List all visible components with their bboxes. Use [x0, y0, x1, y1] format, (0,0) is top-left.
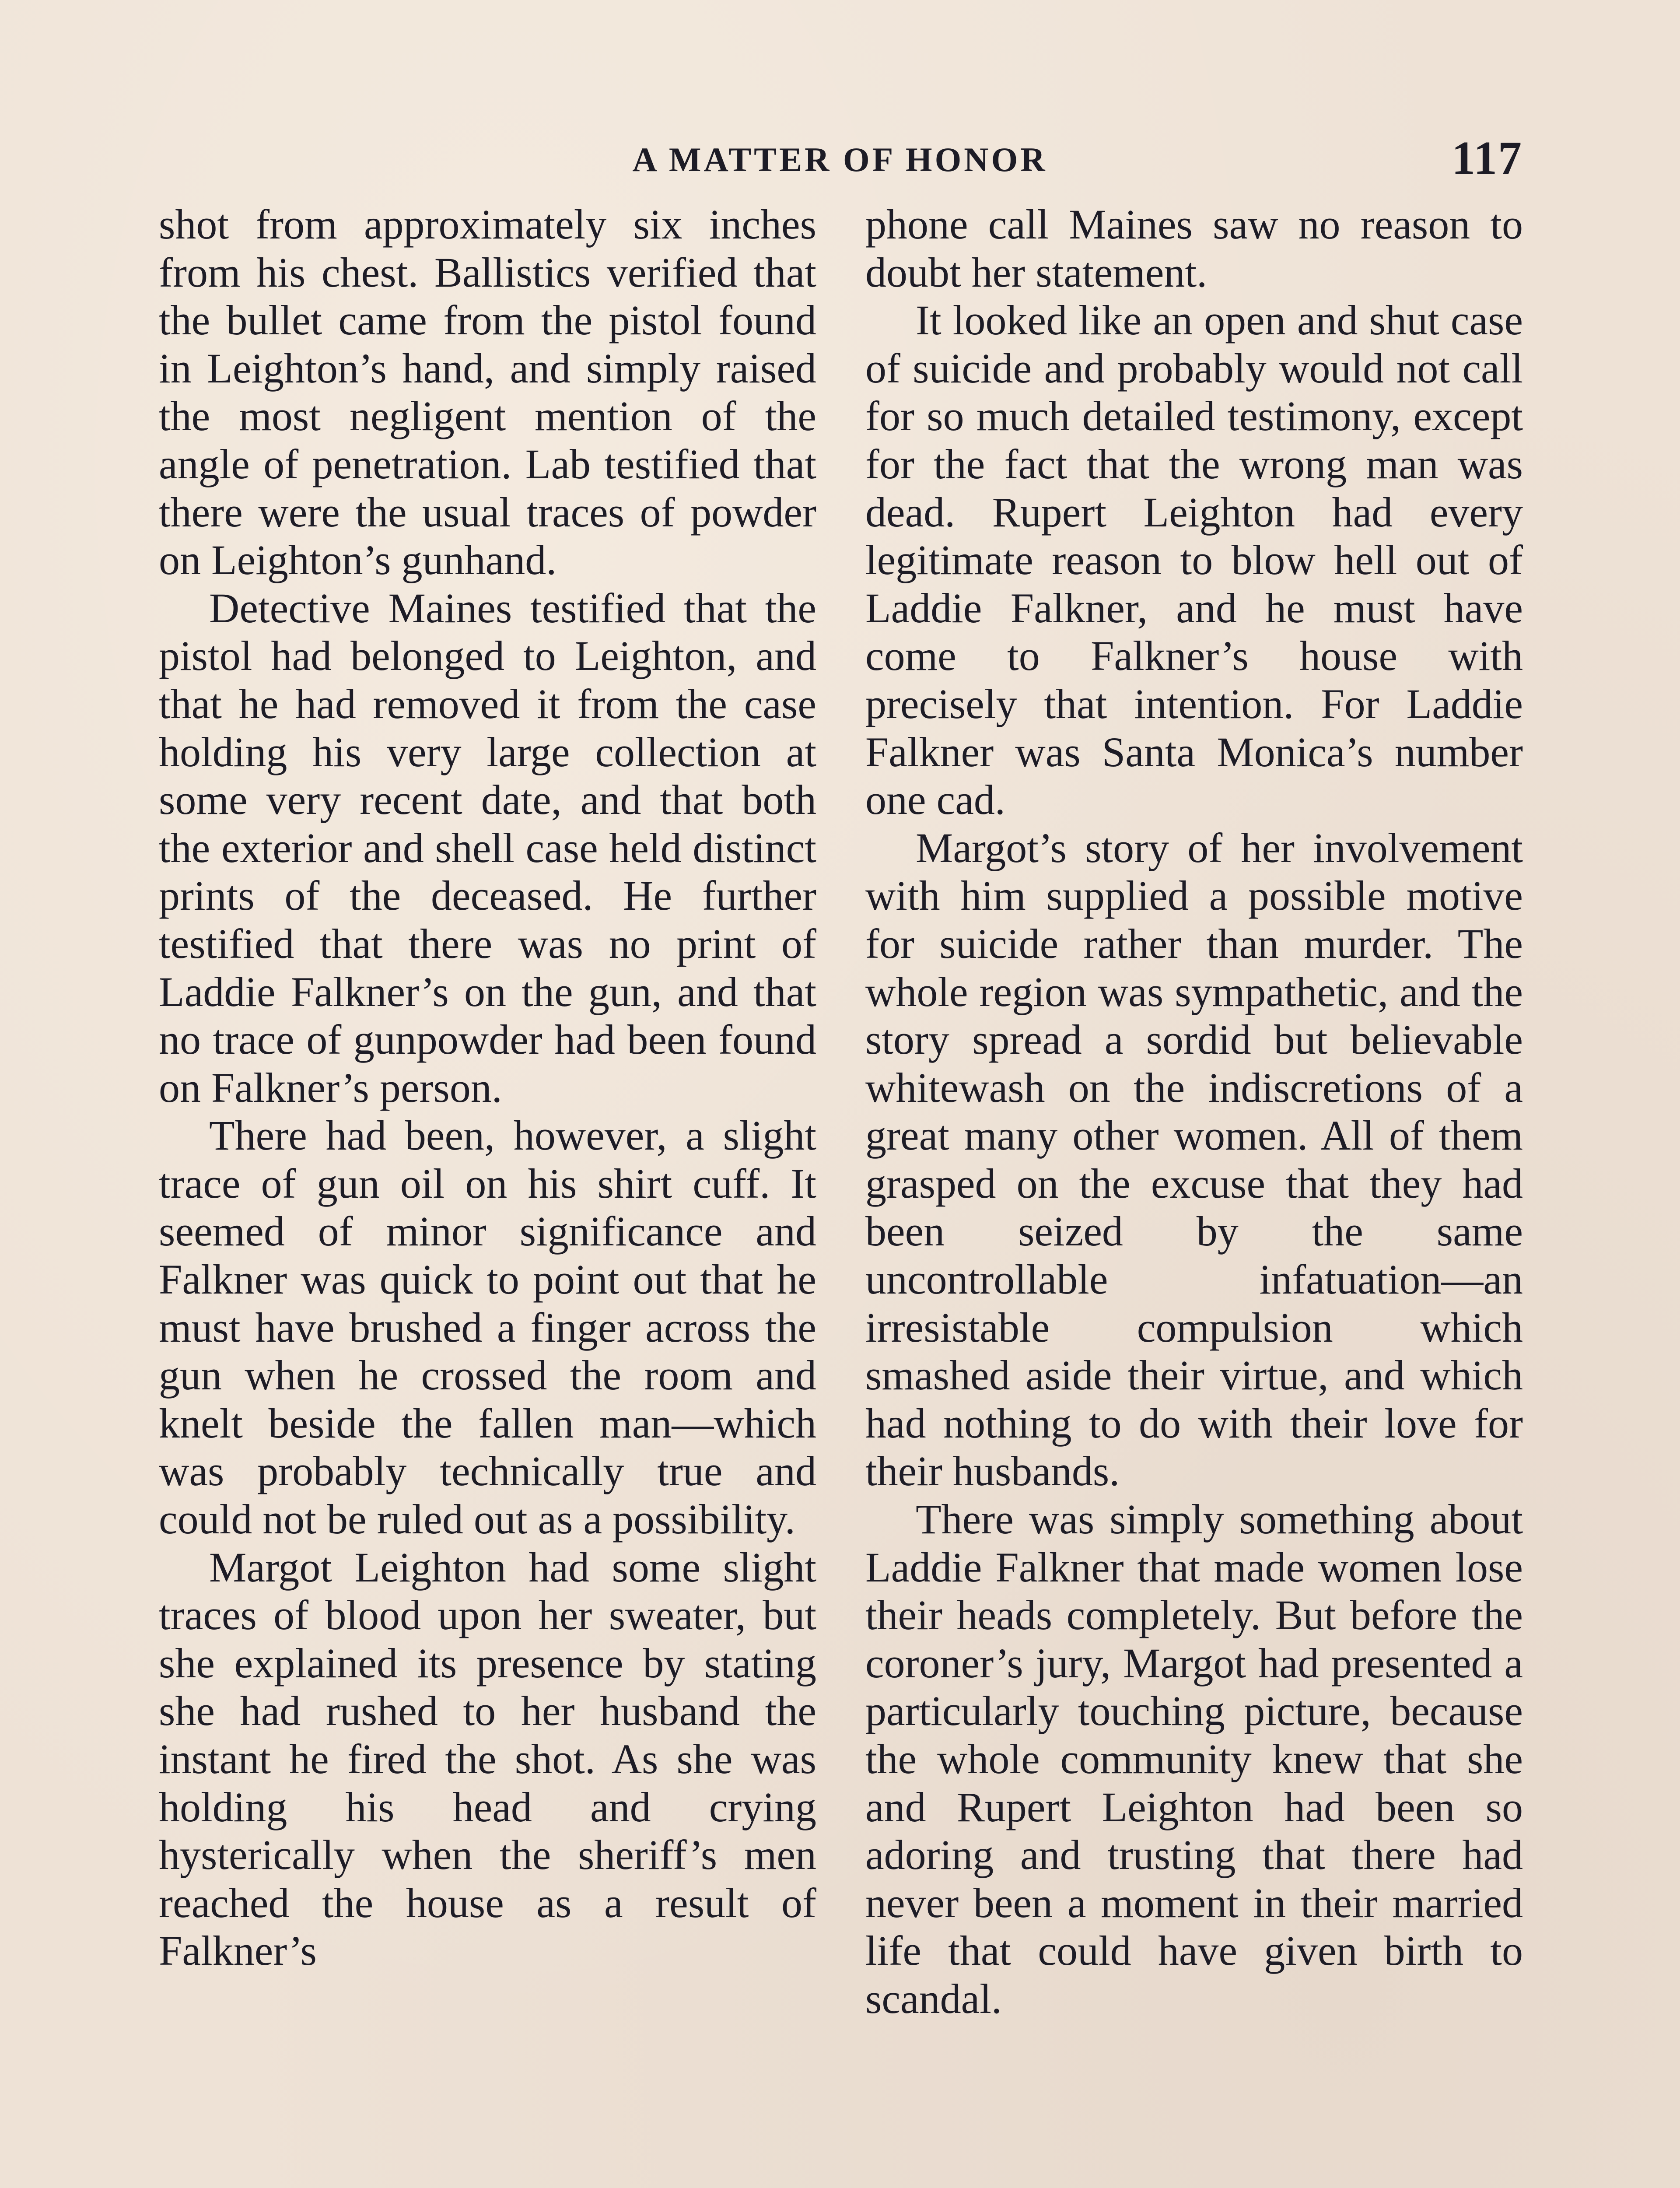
paragraph: phone call Maines saw no reason to doubt her statement.	[865, 201, 1523, 296]
paragraph: Detective Maines testified that the pistol had belonged to Leighton, and that he had removed it from the case holding his very large collection at some very recent date, and that both the exterior and shell case held distinct prints of the deceased. He further testified that there was no print of Laddie Falkner’s on the gun, and that no trace of gunpowder had been found on Falkner’s person.	[159, 584, 816, 1111]
left-text-column	[159, 200, 816, 1975]
page-number: 117	[1451, 132, 1522, 184]
page-header	[158, 131, 1522, 184]
running-head: A MATTER OF HONOR	[632, 140, 1048, 179]
paragraph: shot from approximately six inches from his chest. Ballistics verified that the bullet came from the pistol found in Leighton’s hand, and simply raised the most negligent mention of the angle of penetration. Lab testified that there were the usual traces of powder on Leighton’s gunhand.	[159, 201, 816, 584]
right-text-column	[865, 200, 1523, 2023]
paragraph: Margot’s story of her involvement with him supplied a possible motive for suicide rather than murder. The whole region was sympathetic, and the story spread a sordid but believable whitewash on the indiscretions of a great many other women. All of them grasped on the excuse that they had been seized by the same uncontrollable infatuation—an irresistable compulsion which smashed aside their virtue, and which had nothing to do with their love for their husbands.	[865, 824, 1523, 1495]
paragraph: It looked like an open and shut case of suicide and probably would not call for so much detailed testimony, except for the fact that the wrong man was dead. Rupert Leighton had every legitimate reason to blow hell out of Laddie Falkner, and he must have come to Falkner’s house with precisely that intention. For Laddie Falkner was Santa Monica’s number one cad.	[865, 297, 1523, 824]
paragraph: There had been, however, a slight trace of gun oil on his shirt cuff. It seemed of minor significance and Falkner was quick to point out that he must have brushed a finger across the gun when he crossed the room and knelt beside the fallen man—which was probably technically true and could not be ruled out as a possibility.	[159, 1112, 816, 1543]
paragraph: Margot Leighton had some slight traces of blood upon her sweater, but she explained its presence by stating she had rushed to her husband the instant he fired the shot. As she was holding his head and crying hysterically when the sheriff’s men reached the house as a result of Falkner’s	[159, 1543, 816, 1974]
paragraph: There was simply something about Laddie Falkner that made women lose their heads completely. But before the coroner’s jury, Margot had presented a particularly touching picture, because the whole community knew that she and Rupert Leighton had been so adoring and trusting that there had never been a moment in their married life that could have given birth to scandal.	[865, 1496, 1523, 2022]
